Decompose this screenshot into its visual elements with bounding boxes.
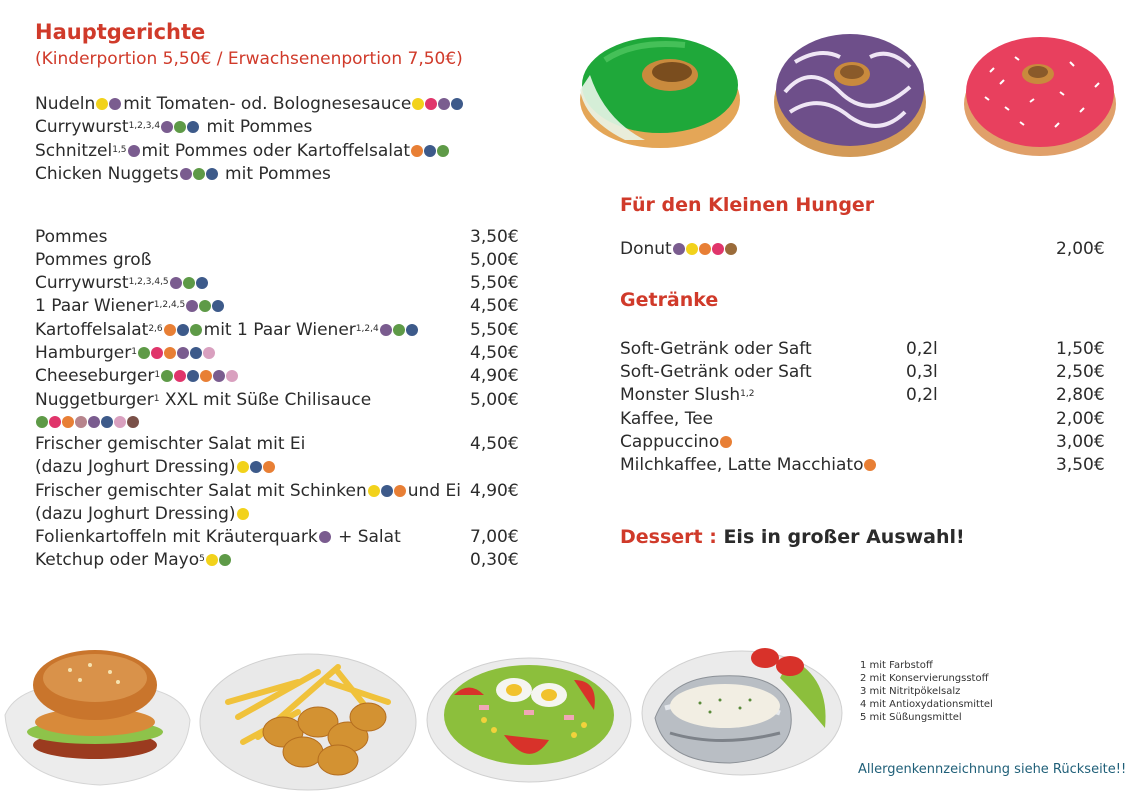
item-name: (dazu Joghurt Dressing) (35, 457, 236, 477)
allergen-dot (174, 370, 186, 382)
main-dish-item (35, 116, 312, 138)
footnote-4: 4 mit Antioxydationsmittel (860, 699, 993, 710)
allergen-dot (425, 98, 437, 110)
main-dish-item (35, 140, 451, 162)
allergen-dots (720, 431, 733, 453)
item-extra: + Salat (332, 527, 401, 547)
item-price: 5,50€ (470, 273, 519, 293)
salad-plate-image (424, 640, 634, 785)
allergen-dot (161, 121, 173, 133)
drink-name: Cappuccino (620, 432, 720, 452)
allergen-dot (250, 461, 262, 473)
footnote-ref: 1,2,4 (355, 324, 379, 334)
allergen-dot (174, 121, 186, 133)
footnote-2: 2 mit Konservierungsstoff (860, 673, 989, 684)
donut-green-icon (575, 20, 745, 155)
menu-item (35, 480, 461, 502)
item-name: Hamburger (35, 343, 132, 363)
allergen-dot (49, 416, 61, 428)
drink-price: 3,50€ (1056, 455, 1105, 475)
allergen-dot (183, 277, 195, 289)
foil-potato-plate-image (640, 638, 845, 788)
portion-subtitle: (Kinderportion 5,50€ / Erwachsenenportion 7,50€) (35, 49, 463, 69)
item-name: Frischer gemischter Salat mit Schinken (35, 481, 367, 501)
allergen-dots (368, 480, 407, 502)
menu-item (35, 295, 226, 317)
drink-item (620, 384, 754, 406)
allergen-dots (161, 116, 200, 138)
item-price: 5,50€ (470, 320, 519, 340)
footnote-ref: 2,6 (148, 324, 163, 334)
item-name: Frischer gemischter Salat mit Ei (35, 434, 306, 454)
allergen-dots (170, 272, 209, 294)
menu-item (35, 526, 401, 548)
footnote-ref: 1,2,4,5 (153, 300, 186, 310)
menu-item (35, 365, 240, 387)
allergen-dot (393, 324, 405, 336)
allergen-dot (212, 300, 224, 312)
allergen-dot (424, 145, 436, 157)
allergen-dot (213, 370, 225, 382)
allergen-dot (128, 145, 140, 157)
menu-item (35, 456, 277, 478)
footnote-ref: 1 (131, 347, 137, 357)
footnote-ref: 1,2,3,4,5 (128, 277, 169, 287)
allergen-dot (161, 370, 173, 382)
drink-item (620, 338, 812, 360)
drink-name: Monster Slush (620, 385, 741, 405)
allergen-dot (699, 243, 711, 255)
allergen-dot (193, 168, 205, 180)
main-dish-item (35, 93, 465, 115)
dish-detail: mit Pommes oder Kartoffelsalat (141, 141, 411, 161)
allergen-dots (237, 503, 250, 525)
allergen-dot (381, 485, 393, 497)
drink-name: Kaffee, Tee (620, 409, 714, 429)
allergen-dot (190, 347, 202, 359)
allergen-dot (368, 485, 380, 497)
allergen-dot (196, 277, 208, 289)
allergen-dot (177, 324, 189, 336)
allergen-dots (380, 319, 419, 341)
dish-name: Chicken Nuggets (35, 164, 179, 184)
drink-price: 2,80€ (1056, 385, 1105, 405)
allergen-dot (164, 347, 176, 359)
item-price: 5,00€ (470, 250, 519, 270)
drink-name: Soft-Getränk oder Saft (620, 339, 812, 359)
burger-plate-image (0, 640, 195, 790)
item-name: Pommes groß (35, 250, 152, 270)
allergen-dot (720, 436, 732, 448)
allergen-dot (138, 347, 150, 359)
footnote-ref: 1 (153, 394, 160, 404)
footnote-ref: 5 (199, 554, 205, 564)
allergen-dot (237, 508, 249, 520)
menu-item (35, 272, 210, 294)
menu-item (35, 226, 107, 248)
allergen-dot (864, 459, 876, 471)
dessert-label: Dessert : (620, 526, 717, 548)
item-price: 4,50€ (470, 296, 519, 316)
allergen-dot (206, 168, 218, 180)
dish-name: Nudeln (35, 94, 96, 114)
donut-purple-icon (770, 22, 930, 162)
drink-price: 3,00€ (1056, 432, 1105, 452)
allergen-dot (190, 324, 202, 336)
drink-name: Soft-Getränk oder Saft (620, 362, 812, 382)
allergen-dots (36, 411, 140, 433)
dessert-text: Eis in großer Auswahl! (723, 526, 965, 548)
section-title-snacks: Für den Kleinen Hunger (620, 194, 875, 216)
allergen-dot (62, 416, 74, 428)
allergen-dot (75, 416, 87, 428)
item-name: Cheeseburger (35, 366, 155, 386)
allergen-dot (686, 243, 698, 255)
allergen-dot (237, 461, 249, 473)
allergen-dot (88, 416, 100, 428)
item-price: 4,50€ (470, 343, 519, 363)
allergen-dot (673, 243, 685, 255)
allergen-dot (412, 98, 424, 110)
item-name: Kartoffelsalat (35, 320, 149, 340)
donut-name: Donut (620, 239, 672, 259)
allergen-dot (170, 277, 182, 289)
allergen-dot (101, 416, 113, 428)
nuggetburger-allergens (35, 411, 141, 433)
item-price: 0,30€ (470, 550, 519, 570)
allergen-dot (180, 168, 192, 180)
allergen-dots (164, 319, 203, 341)
item-name: 1 Paar Wiener (35, 296, 154, 316)
drink-size: 0,2l (906, 339, 938, 359)
allergen-dot (394, 485, 406, 497)
allergen-dots (412, 93, 464, 115)
allergen-dot (96, 98, 108, 110)
allergen-dot (187, 121, 199, 133)
allergen-dot (712, 243, 724, 255)
drink-price: 2,50€ (1056, 362, 1105, 382)
allergen-dot (164, 324, 176, 336)
dessert-line (620, 526, 965, 548)
allergen-dot (36, 416, 48, 428)
drink-size: 0,3l (906, 362, 938, 382)
footnote-3: 3 mit Nitritpökelsalz (860, 686, 961, 697)
allergen-dot (411, 145, 423, 157)
allergen-dot (380, 324, 392, 336)
allergen-dots (138, 342, 216, 364)
item-name: Folienkartoffeln mit Kräuterquark (35, 527, 318, 547)
drink-size: 0,2l (906, 385, 938, 405)
allergen-dots (96, 93, 122, 115)
item-price: 7,00€ (470, 527, 519, 547)
footnotes (860, 659, 993, 724)
allergen-dot (186, 300, 198, 312)
dish-name: Schnitzel (35, 141, 113, 161)
item-name: (dazu Joghurt Dressing) (35, 504, 236, 524)
main-dish-item (35, 163, 331, 185)
footnote-ref: 1 (154, 370, 161, 380)
item-name: Nuggetburger (35, 390, 154, 410)
dish-detail: mit Pommes (219, 164, 331, 184)
nuggets-fries-plate-image (198, 642, 418, 792)
item-extra: mit 1 Paar Wiener (203, 320, 356, 340)
menu-item (35, 389, 371, 411)
dish-detail: mit Tomaten- od. Bolognesesauce (123, 94, 412, 114)
allergen-dots (180, 163, 219, 185)
allergen-dot (127, 416, 139, 428)
item-price: 4,90€ (470, 366, 519, 386)
footnote-1: 1 mit Farbstoff (860, 660, 933, 671)
allergen-dot (199, 300, 211, 312)
item-price: 5,00€ (470, 390, 519, 410)
item-extra: XXL mit Süße Chilisauce (159, 390, 372, 410)
item-name: Currywurst (35, 273, 129, 293)
menu-item (35, 503, 251, 525)
drink-item (620, 361, 812, 383)
allergen-dots (161, 365, 239, 387)
menu-item (35, 433, 305, 455)
allergen-dots (128, 140, 141, 162)
allergen-dots (411, 140, 450, 162)
menu-item (35, 549, 233, 571)
footnote-5: 5 mit Süßungsmittel (860, 712, 962, 723)
allergen-dots (319, 526, 332, 548)
section-title-drinks: Getränke (620, 289, 719, 311)
allergen-dots (864, 454, 877, 476)
section-title-main: Hauptgerichte (35, 20, 206, 44)
dish-name: Currywurst (35, 117, 129, 137)
donut-pink-icon (960, 22, 1120, 162)
allergen-dots (206, 549, 232, 571)
allergen-dot (109, 98, 121, 110)
allergen-dot (437, 145, 449, 157)
allergen-dot (200, 370, 212, 382)
item-price: 4,90€ (470, 481, 519, 501)
dish-detail: mit Pommes (201, 117, 313, 137)
item-price: 3,50€ (470, 227, 519, 247)
allergen-dot (319, 531, 331, 543)
item-extra: und Ei (407, 481, 461, 501)
allergen-dot (263, 461, 275, 473)
drink-item (620, 431, 734, 453)
allergen-dot (177, 347, 189, 359)
menu-item (35, 249, 151, 271)
item-price: 4,50€ (470, 434, 519, 454)
footnote-ref: 1,5 (112, 145, 127, 155)
footnote-ref: 1,2,3,4 (128, 121, 161, 131)
allergen-dot (114, 416, 126, 428)
footnote-ref: 1,2 (740, 389, 755, 399)
allergen-dot (438, 98, 450, 110)
menu-item (35, 319, 420, 341)
donut-item (620, 238, 739, 260)
allergen-dot (451, 98, 463, 110)
item-name: Pommes (35, 227, 108, 247)
allergen-dot (206, 554, 218, 566)
allergen-dots (237, 456, 276, 478)
allergen-dot (187, 370, 199, 382)
drink-price: 1,50€ (1056, 339, 1105, 359)
allergen-dot (406, 324, 418, 336)
drink-item (620, 454, 878, 476)
item-name: Ketchup oder Mayo (35, 550, 200, 570)
allergen-dot (219, 554, 231, 566)
allergen-dot (151, 347, 163, 359)
menu-item (35, 342, 217, 364)
donut-price: 2,00€ (1056, 239, 1105, 259)
drink-price: 2,00€ (1056, 409, 1105, 429)
allergen-dot (203, 347, 215, 359)
drink-name: Milchkaffee, Latte Macchiato (620, 455, 864, 475)
allergen-dots (186, 295, 225, 317)
allergen-note: Allergenkennzeichnung siehe Rückseite!! (858, 762, 1127, 777)
allergen-dots (673, 238, 738, 260)
allergen-dot (226, 370, 238, 382)
drink-item (620, 408, 713, 430)
allergen-dot (725, 243, 737, 255)
